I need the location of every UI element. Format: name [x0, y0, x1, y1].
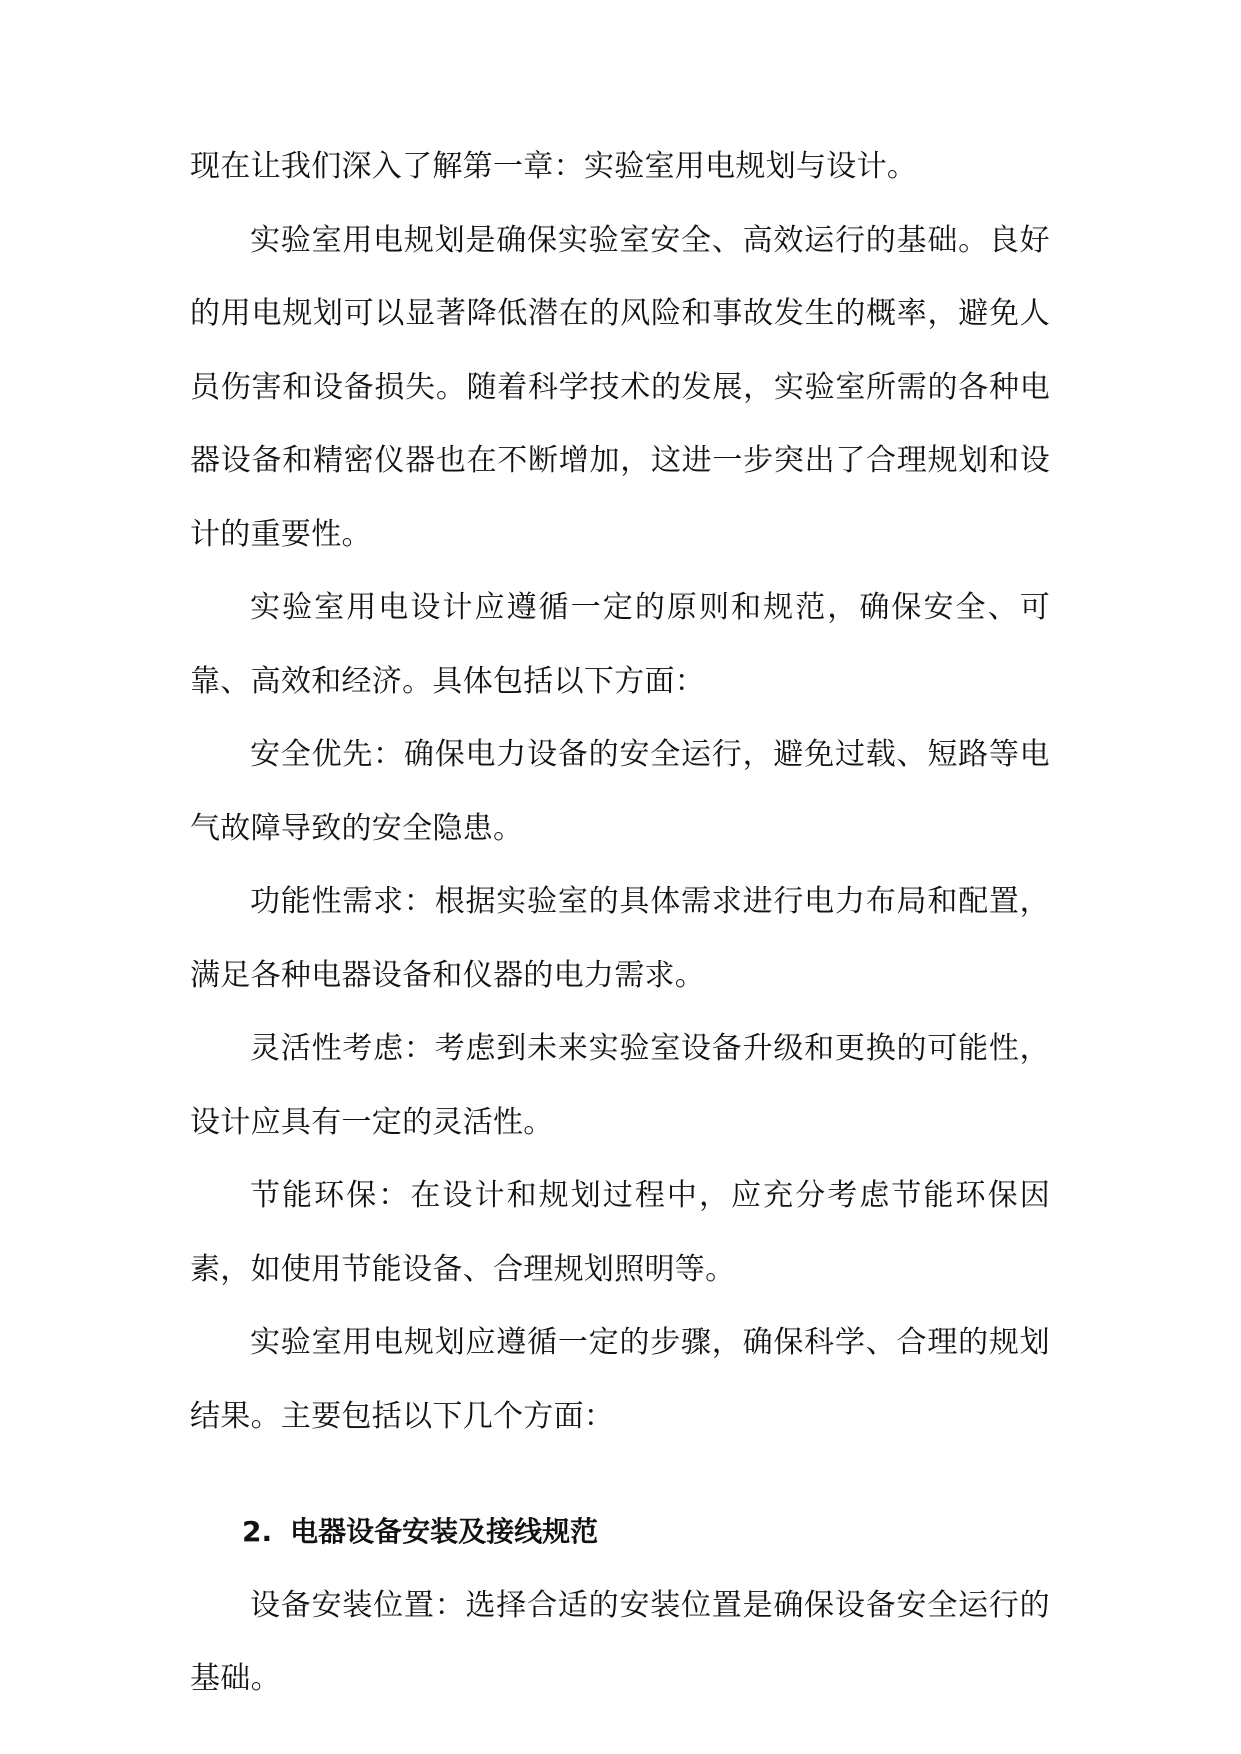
paragraph-intro: 现在让我们深入了解第一章：实验室用电规划与设计。 — [190, 149, 918, 184]
section-heading — [190, 1495, 1050, 1569]
paragraph-safety-first: 安全优先：确保电力设备的安全运行，避免过载、短路等电气故障导致的安全隐患。 — [190, 737, 1050, 846]
paragraph-planning-steps: 实验室用电规划应遵循一定的步骤，确保科学、合理的规划结果。主要包括以下几个方面： — [190, 1325, 1050, 1434]
paragraph-flexibility: 灵活性考虑：考虑到未来实验室设备升级和更换的可能性，设计应具有一定的灵活性。 — [190, 1031, 1050, 1140]
paragraph-planning-importance: 实验室用电规划是确保实验室安全、高效运行的基础。良好的用电规划可以显著降低潜在的风险和事故发生的概率，避免人员伤害和设备损失。随着科学技术的发展，实验室所需的各种电器设备和精密仪器也在不断增加，这进一步突出了合理规划和设计的重要性。 — [190, 222, 1050, 552]
paragraph-energy-saving: 节能环保：在设计和规划过程中，应充分考虑节能环保因素，如使用节能设备、合理规划照明等。 — [190, 1178, 1050, 1287]
paragraph-design-principles: 实验室用电设计应遵循一定的原则和规范，确保安全、可靠、高效和经济。具体包括以下方面： — [190, 590, 1050, 699]
paragraph-functional-needs: 功能性需求：根据实验室的具体需求进行电力布局和配置，满足各种电器设备和仪器的电力需求。 — [190, 884, 1050, 993]
paragraph-install-location: 设备安装位置：选择合适的安装位置是确保设备安全运行的基础。 — [190, 1587, 1050, 1696]
document-body — [190, 130, 1050, 1716]
section-number: 2. — [242, 1515, 273, 1548]
section-title: 电器设备安装及接线规范 — [290, 1515, 599, 1548]
